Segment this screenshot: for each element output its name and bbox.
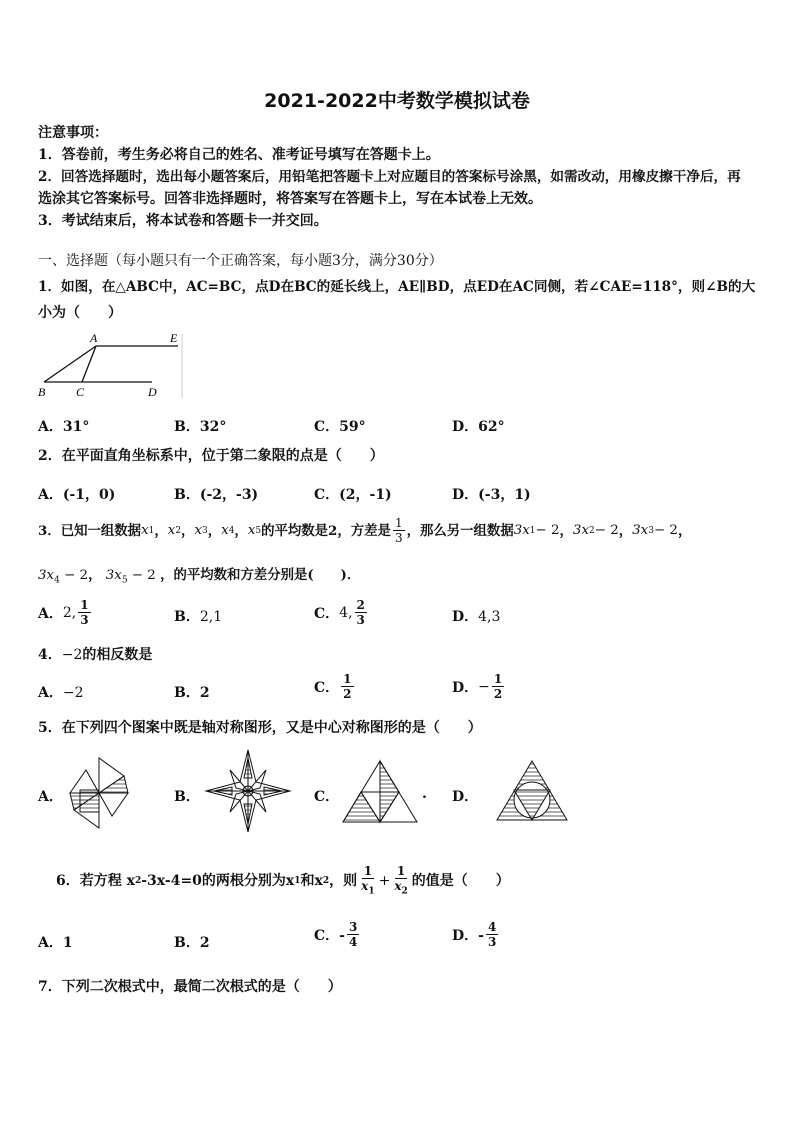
label-c: C xyxy=(76,385,85,399)
q4-option-b[interactable]: B．2 xyxy=(174,685,210,701)
q1-option-a[interactable]: A．31° xyxy=(38,419,90,435)
q5-option-b[interactable]: B． xyxy=(174,789,200,805)
label-a: A xyxy=(90,331,98,345)
expr-3: 3x xyxy=(632,522,649,538)
sub-2: 2 xyxy=(175,525,182,536)
q6-fraction-2: $\frac{1}{x_2}$ xyxy=(394,864,408,897)
star-figure xyxy=(202,748,294,834)
q5-option-a[interactable]: A． xyxy=(38,789,63,805)
expr-5: 3x xyxy=(105,568,122,583)
expr-1: 3x xyxy=(513,522,530,538)
question-6-stem: 6．若方程 x 2 -3x-4=0的两根分别为x 1 和x 2 ，则 $\frac{1}{x_1}$ + $\frac{1}{x_2}$ 的值是（ ） xyxy=(56,864,510,897)
triangle-figure-d xyxy=(494,758,570,824)
notice-item-1: 1．答卷前，考生务必将自己的姓名、准考证号填写在答题卡上。 xyxy=(38,147,440,163)
notice-item-2b: 选涂其它答案标号。回答非选择题时，将答案写在答题卡上，写在本试卷上无效。 xyxy=(38,191,542,207)
triangle-figure-c xyxy=(340,758,420,826)
q3-text-end: ，的平均数和方差分别是( )． xyxy=(160,567,361,583)
q3-text-mid: 的平均数是2，方差是 xyxy=(261,522,391,539)
q4-option-c[interactable]: C． $\frac{1}{2}$ xyxy=(314,672,352,701)
q5-option-d[interactable]: D． xyxy=(452,789,479,805)
q3-a-fraction: $\frac{1}{3}$ xyxy=(80,598,89,627)
expr-2: 3x xyxy=(572,522,589,538)
question-4-stem: 4．−2的相反数是 xyxy=(38,647,153,663)
var-x2: x xyxy=(167,522,176,538)
section-heading: 一、选择题（每小题只有一个正确答案，每小题3分，满分30分） xyxy=(38,253,443,269)
question-1-stem: 1．如图，在△ABC中，AC=BC，点D在BC的延长线上，AE∥BD，点ED在AC同侧，若∠CAE=118°，则∠B的大 xyxy=(38,279,756,295)
q3-option-b[interactable]: B．2,1 xyxy=(174,609,223,625)
q5-option-c[interactable]: C． xyxy=(314,789,340,805)
q2-option-b[interactable]: B．(-2，-3) xyxy=(174,487,259,503)
question-3-stem: 3．已知一组数据 x 1 ， x 2 ， x 3 ， x 4 ， x 5 的平均数是2，方差是 $\frac{1}{3}$ ，那么另一组数据 3x 1 − 2 ， 3x 2 − 2 ， 3x 3 − 2 ， xyxy=(38,516,692,545)
q2-option-d[interactable]: D．(-3，1) xyxy=(452,487,531,503)
var-x1: x xyxy=(141,522,149,538)
label-e: E xyxy=(170,331,178,345)
sub-1: 1 xyxy=(148,525,155,536)
label-b: B xyxy=(38,385,46,399)
variance-fraction: $\frac{1}{3}$ xyxy=(394,516,403,545)
question-2-stem: 2．在平面直角坐标系中，位于第二象限的点是（ ） xyxy=(38,448,384,464)
q1-option-c[interactable]: C．59° xyxy=(314,419,366,435)
notice-item-3: 3．考试结束后，将本试卷和答题卡一并交回。 xyxy=(38,213,328,229)
q3-option-a[interactable]: A． 2, $\frac{1}{3}$ xyxy=(38,598,89,627)
q3-c-fraction: $\frac{2}{3}$ xyxy=(356,598,365,627)
question-5-stem: 5．在下列四个图案中既是轴对称图形，又是中心对称图形的是（ ） xyxy=(38,720,482,736)
pinwheel-figure xyxy=(66,754,132,832)
notice-heading: 注意事项： xyxy=(38,125,108,141)
question-1-stem-cont: 小为（ ） xyxy=(38,305,122,321)
q6-option-c[interactable]: C．- $\frac{3}{4}$ xyxy=(314,920,358,949)
label-d: D xyxy=(148,385,157,399)
q6-d-fraction: $\frac{4}{3}$ xyxy=(487,920,497,949)
var-x5: x xyxy=(247,522,256,538)
notice-item-2a: 2．回答选择题时，选出每小题答案后，用铅笔把答题卡上对应题目的答案标号涂黑，如需改动，用橡皮擦干净后，再 xyxy=(38,169,741,185)
expr-4: 3x xyxy=(38,568,55,583)
q2-option-a[interactable]: A．(-1，0) xyxy=(38,487,116,503)
var-x4: x xyxy=(221,522,229,538)
sub-3: 3 xyxy=(202,525,208,536)
q4-option-a[interactable]: A．−2 xyxy=(38,685,84,701)
q2-option-c[interactable]: C．(2，-1) xyxy=(314,487,392,503)
sub-4: 4 xyxy=(228,525,235,536)
q3-text-pre: 3．已知一组数据 xyxy=(38,522,142,539)
var-x3: x xyxy=(194,522,202,538)
q6-fraction-1: $\frac{1}{x_1}$ xyxy=(361,864,375,897)
q1-option-b[interactable]: B．32° xyxy=(174,419,227,435)
q6-c-fraction: $\frac{3}{4}$ xyxy=(348,920,358,949)
q6-option-d[interactable]: D．- $\frac{4}{3}$ xyxy=(452,920,497,949)
sub-5: 5 xyxy=(255,525,262,536)
q4-option-d[interactable]: D． − $\frac{1}{2}$ xyxy=(452,672,503,701)
question-1-figure xyxy=(36,330,186,402)
q4-c-fraction: $\frac{1}{2}$ xyxy=(343,672,352,701)
q3-text-post: ，那么另一组数据 xyxy=(406,522,514,539)
q4-d-fraction: $\frac{1}{2}$ xyxy=(493,672,503,701)
q3-option-c[interactable]: C． 4, $\frac{2}{3}$ xyxy=(314,598,365,627)
page-title: 2021-2022中考数学模拟试卷 xyxy=(264,90,530,112)
question-3-stem-cont: $3x_4 - 2$， $3x_5 - 2$ ，的平均数和方差分别是( )． xyxy=(38,567,361,586)
question-7-stem: 7．下列二次根式中，最简二次根式的是（ ） xyxy=(38,979,342,995)
q5-option-c-dot: . xyxy=(422,786,427,802)
q6-option-a[interactable]: A．1 xyxy=(38,935,73,951)
q1-option-d[interactable]: D．62° xyxy=(452,419,505,435)
q6-option-b[interactable]: B．2 xyxy=(174,935,210,951)
q3-option-d[interactable]: D．4,3 xyxy=(452,609,501,625)
